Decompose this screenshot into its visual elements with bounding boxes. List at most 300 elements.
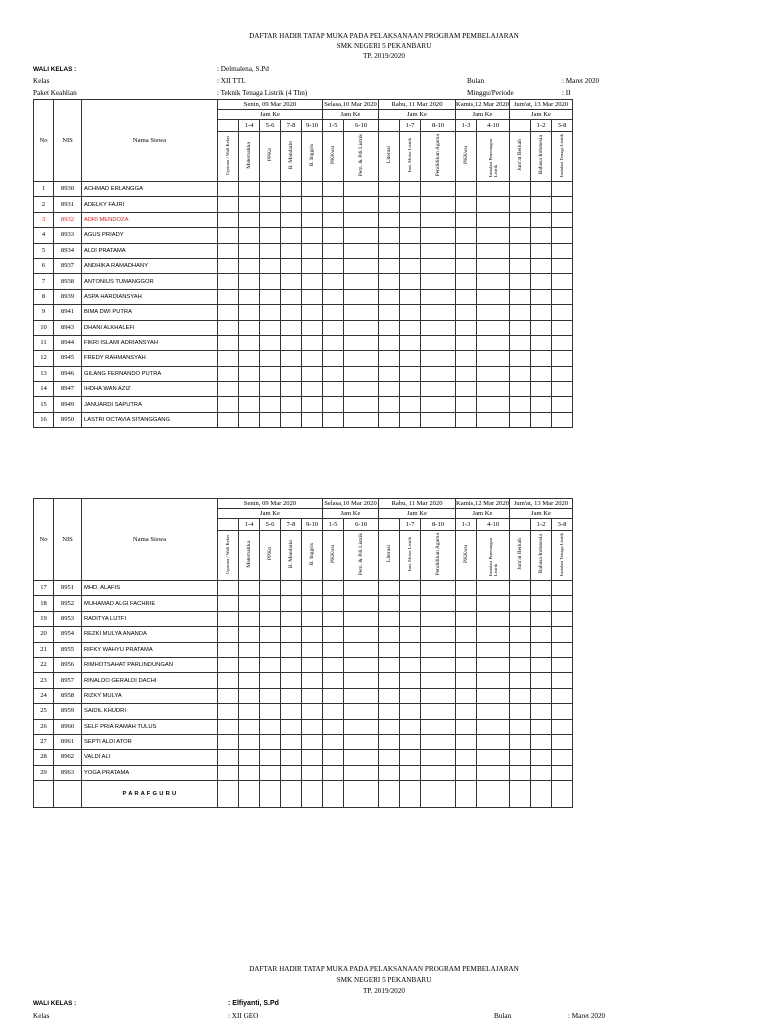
attendance-cell[interactable] bbox=[421, 673, 456, 688]
attendance-cell[interactable] bbox=[218, 397, 239, 412]
paraf-cell[interactable] bbox=[477, 781, 510, 808]
attendance-cell[interactable] bbox=[510, 382, 531, 397]
attendance-cell[interactable] bbox=[239, 289, 260, 304]
attendance-cell[interactable] bbox=[531, 212, 552, 227]
attendance-cell[interactable] bbox=[477, 673, 510, 688]
attendance-cell[interactable] bbox=[344, 719, 379, 734]
attendance-cell[interactable] bbox=[531, 627, 552, 642]
attendance-cell[interactable] bbox=[510, 704, 531, 719]
attendance-cell[interactable] bbox=[302, 366, 323, 381]
attendance-cell[interactable] bbox=[323, 305, 344, 320]
attendance-cell[interactable] bbox=[552, 704, 573, 719]
attendance-cell[interactable] bbox=[218, 351, 239, 366]
attendance-cell[interactable] bbox=[281, 642, 302, 657]
attendance-cell[interactable] bbox=[239, 642, 260, 657]
attendance-cell[interactable] bbox=[218, 228, 239, 243]
attendance-cell[interactable] bbox=[456, 243, 477, 258]
paraf-cell[interactable] bbox=[239, 781, 260, 808]
attendance-cell[interactable] bbox=[477, 719, 510, 734]
attendance-cell[interactable] bbox=[456, 412, 477, 427]
attendance-cell[interactable] bbox=[510, 366, 531, 381]
attendance-cell[interactable] bbox=[344, 642, 379, 657]
attendance-cell[interactable] bbox=[477, 335, 510, 350]
attendance-cell[interactable] bbox=[400, 750, 421, 765]
attendance-cell[interactable] bbox=[218, 688, 239, 703]
attendance-cell[interactable] bbox=[421, 627, 456, 642]
attendance-cell[interactable] bbox=[302, 182, 323, 197]
attendance-cell[interactable] bbox=[456, 704, 477, 719]
attendance-cell[interactable] bbox=[456, 305, 477, 320]
attendance-cell[interactable] bbox=[218, 182, 239, 197]
attendance-cell[interactable] bbox=[302, 212, 323, 227]
attendance-cell[interactable] bbox=[218, 611, 239, 626]
attendance-cell[interactable] bbox=[379, 397, 400, 412]
attendance-cell[interactable] bbox=[281, 274, 302, 289]
attendance-cell[interactable] bbox=[344, 734, 379, 749]
attendance-cell[interactable] bbox=[531, 182, 552, 197]
attendance-cell[interactable] bbox=[421, 212, 456, 227]
attendance-cell[interactable] bbox=[421, 719, 456, 734]
attendance-cell[interactable] bbox=[323, 351, 344, 366]
attendance-cell[interactable] bbox=[239, 750, 260, 765]
attendance-cell[interactable] bbox=[421, 412, 456, 427]
attendance-cell[interactable] bbox=[456, 673, 477, 688]
attendance-cell[interactable] bbox=[344, 596, 379, 611]
attendance-cell[interactable] bbox=[531, 243, 552, 258]
attendance-cell[interactable] bbox=[323, 366, 344, 381]
attendance-cell[interactable] bbox=[344, 627, 379, 642]
attendance-cell[interactable] bbox=[456, 581, 477, 596]
paraf-cell[interactable] bbox=[456, 781, 477, 808]
attendance-cell[interactable] bbox=[531, 765, 552, 780]
attendance-cell[interactable] bbox=[552, 719, 573, 734]
attendance-cell[interactable] bbox=[400, 688, 421, 703]
attendance-cell[interactable] bbox=[323, 228, 344, 243]
attendance-cell[interactable] bbox=[239, 719, 260, 734]
attendance-cell[interactable] bbox=[323, 397, 344, 412]
attendance-cell[interactable] bbox=[218, 581, 239, 596]
attendance-cell[interactable] bbox=[531, 320, 552, 335]
attendance-cell[interactable] bbox=[456, 274, 477, 289]
attendance-cell[interactable] bbox=[260, 197, 281, 212]
attendance-cell[interactable] bbox=[456, 182, 477, 197]
attendance-cell[interactable] bbox=[400, 197, 421, 212]
attendance-cell[interactable] bbox=[239, 351, 260, 366]
attendance-cell[interactable] bbox=[302, 305, 323, 320]
attendance-cell[interactable] bbox=[281, 228, 302, 243]
attendance-cell[interactable] bbox=[531, 274, 552, 289]
attendance-cell[interactable] bbox=[421, 657, 456, 672]
attendance-cell[interactable] bbox=[302, 642, 323, 657]
attendance-cell[interactable] bbox=[379, 750, 400, 765]
attendance-cell[interactable] bbox=[477, 320, 510, 335]
attendance-cell[interactable] bbox=[421, 750, 456, 765]
attendance-cell[interactable] bbox=[260, 657, 281, 672]
attendance-cell[interactable] bbox=[421, 704, 456, 719]
attendance-cell[interactable] bbox=[456, 382, 477, 397]
attendance-cell[interactable] bbox=[531, 258, 552, 273]
attendance-cell[interactable] bbox=[239, 412, 260, 427]
attendance-cell[interactable] bbox=[218, 382, 239, 397]
attendance-cell[interactable] bbox=[379, 704, 400, 719]
attendance-cell[interactable] bbox=[421, 243, 456, 258]
attendance-cell[interactable] bbox=[218, 197, 239, 212]
attendance-cell[interactable] bbox=[400, 657, 421, 672]
attendance-cell[interactable] bbox=[344, 688, 379, 703]
attendance-cell[interactable] bbox=[531, 335, 552, 350]
attendance-cell[interactable] bbox=[456, 642, 477, 657]
attendance-cell[interactable] bbox=[531, 719, 552, 734]
attendance-cell[interactable] bbox=[323, 596, 344, 611]
attendance-cell[interactable] bbox=[477, 397, 510, 412]
attendance-cell[interactable] bbox=[302, 750, 323, 765]
attendance-cell[interactable] bbox=[552, 581, 573, 596]
paraf-cell[interactable] bbox=[421, 781, 456, 808]
attendance-cell[interactable] bbox=[239, 657, 260, 672]
attendance-cell[interactable] bbox=[477, 734, 510, 749]
attendance-cell[interactable] bbox=[302, 335, 323, 350]
attendance-cell[interactable] bbox=[477, 750, 510, 765]
attendance-cell[interactable] bbox=[379, 258, 400, 273]
attendance-cell[interactable] bbox=[379, 197, 400, 212]
attendance-cell[interactable] bbox=[344, 397, 379, 412]
attendance-cell[interactable] bbox=[477, 228, 510, 243]
attendance-cell[interactable] bbox=[456, 688, 477, 703]
attendance-cell[interactable] bbox=[379, 734, 400, 749]
attendance-cell[interactable] bbox=[239, 212, 260, 227]
attendance-cell[interactable] bbox=[281, 719, 302, 734]
attendance-cell[interactable] bbox=[400, 734, 421, 749]
attendance-cell[interactable] bbox=[531, 642, 552, 657]
attendance-cell[interactable] bbox=[218, 627, 239, 642]
attendance-cell[interactable] bbox=[552, 243, 573, 258]
attendance-cell[interactable] bbox=[302, 243, 323, 258]
attendance-cell[interactable] bbox=[477, 274, 510, 289]
attendance-cell[interactable] bbox=[323, 212, 344, 227]
attendance-cell[interactable] bbox=[552, 765, 573, 780]
attendance-cell[interactable] bbox=[260, 642, 281, 657]
attendance-cell[interactable] bbox=[421, 182, 456, 197]
attendance-cell[interactable] bbox=[260, 734, 281, 749]
attendance-cell[interactable] bbox=[456, 258, 477, 273]
attendance-cell[interactable] bbox=[260, 611, 281, 626]
attendance-cell[interactable] bbox=[281, 197, 302, 212]
attendance-cell[interactable] bbox=[218, 750, 239, 765]
attendance-cell[interactable] bbox=[456, 765, 477, 780]
attendance-cell[interactable] bbox=[281, 382, 302, 397]
attendance-cell[interactable] bbox=[323, 704, 344, 719]
attendance-cell[interactable] bbox=[379, 382, 400, 397]
attendance-cell[interactable] bbox=[400, 704, 421, 719]
attendance-cell[interactable] bbox=[510, 243, 531, 258]
attendance-cell[interactable] bbox=[302, 704, 323, 719]
attendance-cell[interactable] bbox=[552, 351, 573, 366]
attendance-cell[interactable] bbox=[281, 596, 302, 611]
attendance-cell[interactable] bbox=[400, 258, 421, 273]
attendance-cell[interactable] bbox=[552, 182, 573, 197]
attendance-cell[interactable] bbox=[456, 228, 477, 243]
attendance-cell[interactable] bbox=[552, 642, 573, 657]
attendance-cell[interactable] bbox=[379, 627, 400, 642]
attendance-cell[interactable] bbox=[379, 366, 400, 381]
attendance-cell[interactable] bbox=[477, 366, 510, 381]
attendance-cell[interactable] bbox=[239, 182, 260, 197]
attendance-cell[interactable] bbox=[477, 627, 510, 642]
attendance-cell[interactable] bbox=[400, 397, 421, 412]
attendance-cell[interactable] bbox=[260, 750, 281, 765]
attendance-cell[interactable] bbox=[323, 412, 344, 427]
attendance-cell[interactable] bbox=[400, 274, 421, 289]
attendance-cell[interactable] bbox=[281, 581, 302, 596]
attendance-cell[interactable] bbox=[531, 704, 552, 719]
attendance-cell[interactable] bbox=[260, 397, 281, 412]
attendance-cell[interactable] bbox=[323, 581, 344, 596]
attendance-cell[interactable] bbox=[379, 351, 400, 366]
attendance-cell[interactable] bbox=[400, 182, 421, 197]
attendance-cell[interactable] bbox=[218, 335, 239, 350]
attendance-cell[interactable] bbox=[323, 243, 344, 258]
attendance-cell[interactable] bbox=[281, 212, 302, 227]
attendance-cell[interactable] bbox=[379, 289, 400, 304]
attendance-cell[interactable] bbox=[281, 351, 302, 366]
attendance-cell[interactable] bbox=[552, 289, 573, 304]
attendance-cell[interactable] bbox=[260, 335, 281, 350]
attendance-cell[interactable] bbox=[421, 382, 456, 397]
attendance-cell[interactable] bbox=[400, 627, 421, 642]
attendance-cell[interactable] bbox=[400, 611, 421, 626]
attendance-cell[interactable] bbox=[239, 627, 260, 642]
attendance-cell[interactable] bbox=[477, 243, 510, 258]
attendance-cell[interactable] bbox=[421, 197, 456, 212]
attendance-cell[interactable] bbox=[477, 765, 510, 780]
attendance-cell[interactable] bbox=[323, 382, 344, 397]
attendance-cell[interactable] bbox=[456, 734, 477, 749]
attendance-cell[interactable] bbox=[260, 320, 281, 335]
attendance-cell[interactable] bbox=[344, 366, 379, 381]
attendance-cell[interactable] bbox=[400, 228, 421, 243]
attendance-cell[interactable] bbox=[344, 335, 379, 350]
attendance-cell[interactable] bbox=[344, 673, 379, 688]
attendance-cell[interactable] bbox=[510, 397, 531, 412]
attendance-cell[interactable] bbox=[218, 719, 239, 734]
attendance-cell[interactable] bbox=[302, 258, 323, 273]
attendance-cell[interactable] bbox=[302, 412, 323, 427]
attendance-cell[interactable] bbox=[400, 412, 421, 427]
attendance-cell[interactable] bbox=[400, 335, 421, 350]
attendance-cell[interactable] bbox=[302, 765, 323, 780]
attendance-cell[interactable] bbox=[344, 228, 379, 243]
attendance-cell[interactable] bbox=[281, 734, 302, 749]
attendance-cell[interactable] bbox=[260, 412, 281, 427]
attendance-cell[interactable] bbox=[510, 596, 531, 611]
attendance-cell[interactable] bbox=[323, 627, 344, 642]
attendance-cell[interactable] bbox=[379, 212, 400, 227]
attendance-cell[interactable] bbox=[400, 642, 421, 657]
attendance-cell[interactable] bbox=[379, 581, 400, 596]
attendance-cell[interactable] bbox=[552, 611, 573, 626]
attendance-cell[interactable] bbox=[552, 366, 573, 381]
attendance-cell[interactable] bbox=[552, 258, 573, 273]
attendance-cell[interactable] bbox=[456, 719, 477, 734]
attendance-cell[interactable] bbox=[379, 719, 400, 734]
attendance-cell[interactable] bbox=[477, 289, 510, 304]
attendance-cell[interactable] bbox=[421, 611, 456, 626]
attendance-cell[interactable] bbox=[344, 305, 379, 320]
attendance-cell[interactable] bbox=[218, 258, 239, 273]
attendance-cell[interactable] bbox=[323, 611, 344, 626]
attendance-cell[interactable] bbox=[510, 305, 531, 320]
attendance-cell[interactable] bbox=[456, 750, 477, 765]
paraf-cell[interactable] bbox=[531, 781, 552, 808]
attendance-cell[interactable] bbox=[344, 320, 379, 335]
attendance-cell[interactable] bbox=[218, 642, 239, 657]
attendance-cell[interactable] bbox=[552, 657, 573, 672]
attendance-cell[interactable] bbox=[421, 228, 456, 243]
paraf-cell[interactable] bbox=[323, 781, 344, 808]
attendance-cell[interactable] bbox=[531, 750, 552, 765]
attendance-cell[interactable] bbox=[531, 305, 552, 320]
attendance-cell[interactable] bbox=[218, 305, 239, 320]
attendance-cell[interactable] bbox=[477, 596, 510, 611]
attendance-cell[interactable] bbox=[344, 212, 379, 227]
attendance-cell[interactable] bbox=[531, 688, 552, 703]
attendance-cell[interactable] bbox=[260, 673, 281, 688]
attendance-cell[interactable] bbox=[456, 320, 477, 335]
attendance-cell[interactable] bbox=[552, 228, 573, 243]
attendance-cell[interactable] bbox=[510, 734, 531, 749]
attendance-cell[interactable] bbox=[421, 289, 456, 304]
attendance-cell[interactable] bbox=[281, 320, 302, 335]
attendance-cell[interactable] bbox=[400, 382, 421, 397]
attendance-cell[interactable] bbox=[400, 581, 421, 596]
paraf-cell[interactable] bbox=[344, 781, 379, 808]
attendance-cell[interactable] bbox=[260, 274, 281, 289]
attendance-cell[interactable] bbox=[281, 412, 302, 427]
attendance-cell[interactable] bbox=[302, 351, 323, 366]
attendance-cell[interactable] bbox=[400, 320, 421, 335]
attendance-cell[interactable] bbox=[510, 335, 531, 350]
attendance-cell[interactable] bbox=[302, 382, 323, 397]
attendance-cell[interactable] bbox=[281, 704, 302, 719]
attendance-cell[interactable] bbox=[239, 382, 260, 397]
attendance-cell[interactable] bbox=[302, 734, 323, 749]
attendance-cell[interactable] bbox=[510, 274, 531, 289]
attendance-cell[interactable] bbox=[421, 351, 456, 366]
attendance-cell[interactable] bbox=[218, 765, 239, 780]
attendance-cell[interactable] bbox=[510, 320, 531, 335]
attendance-cell[interactable] bbox=[531, 228, 552, 243]
attendance-cell[interactable] bbox=[552, 750, 573, 765]
attendance-cell[interactable] bbox=[379, 642, 400, 657]
attendance-cell[interactable] bbox=[531, 611, 552, 626]
attendance-cell[interactable] bbox=[239, 596, 260, 611]
attendance-cell[interactable] bbox=[281, 765, 302, 780]
attendance-cell[interactable] bbox=[302, 197, 323, 212]
attendance-cell[interactable] bbox=[510, 611, 531, 626]
attendance-cell[interactable] bbox=[456, 611, 477, 626]
attendance-cell[interactable] bbox=[281, 397, 302, 412]
attendance-cell[interactable] bbox=[421, 734, 456, 749]
attendance-cell[interactable] bbox=[260, 596, 281, 611]
attendance-cell[interactable] bbox=[281, 243, 302, 258]
attendance-cell[interactable] bbox=[531, 657, 552, 672]
attendance-cell[interactable] bbox=[323, 734, 344, 749]
attendance-cell[interactable] bbox=[344, 243, 379, 258]
attendance-cell[interactable] bbox=[456, 657, 477, 672]
attendance-cell[interactable] bbox=[281, 673, 302, 688]
attendance-cell[interactable] bbox=[344, 197, 379, 212]
attendance-cell[interactable] bbox=[239, 397, 260, 412]
attendance-cell[interactable] bbox=[552, 734, 573, 749]
attendance-cell[interactable] bbox=[218, 366, 239, 381]
attendance-cell[interactable] bbox=[379, 765, 400, 780]
attendance-cell[interactable] bbox=[281, 611, 302, 626]
attendance-cell[interactable] bbox=[239, 335, 260, 350]
paraf-cell[interactable] bbox=[552, 781, 573, 808]
attendance-cell[interactable] bbox=[477, 657, 510, 672]
paraf-cell[interactable] bbox=[218, 781, 239, 808]
attendance-cell[interactable] bbox=[302, 274, 323, 289]
attendance-cell[interactable] bbox=[281, 289, 302, 304]
attendance-cell[interactable] bbox=[260, 627, 281, 642]
attendance-cell[interactable] bbox=[531, 596, 552, 611]
attendance-cell[interactable] bbox=[477, 382, 510, 397]
attendance-cell[interactable] bbox=[239, 734, 260, 749]
attendance-cell[interactable] bbox=[218, 657, 239, 672]
attendance-cell[interactable] bbox=[239, 765, 260, 780]
attendance-cell[interactable] bbox=[531, 366, 552, 381]
attendance-cell[interactable] bbox=[477, 258, 510, 273]
attendance-cell[interactable] bbox=[421, 274, 456, 289]
attendance-cell[interactable] bbox=[379, 673, 400, 688]
attendance-cell[interactable] bbox=[510, 412, 531, 427]
attendance-cell[interactable] bbox=[552, 305, 573, 320]
attendance-cell[interactable] bbox=[239, 611, 260, 626]
attendance-cell[interactable] bbox=[510, 197, 531, 212]
attendance-cell[interactable] bbox=[344, 412, 379, 427]
attendance-cell[interactable] bbox=[421, 397, 456, 412]
attendance-cell[interactable] bbox=[400, 212, 421, 227]
attendance-cell[interactable] bbox=[477, 642, 510, 657]
attendance-cell[interactable] bbox=[400, 366, 421, 381]
attendance-cell[interactable] bbox=[421, 581, 456, 596]
attendance-cell[interactable] bbox=[344, 274, 379, 289]
attendance-cell[interactable] bbox=[477, 581, 510, 596]
attendance-cell[interactable] bbox=[302, 397, 323, 412]
attendance-cell[interactable] bbox=[510, 642, 531, 657]
attendance-cell[interactable] bbox=[302, 596, 323, 611]
attendance-cell[interactable] bbox=[281, 366, 302, 381]
attendance-cell[interactable] bbox=[302, 320, 323, 335]
attendance-cell[interactable] bbox=[239, 243, 260, 258]
attendance-cell[interactable] bbox=[477, 412, 510, 427]
attendance-cell[interactable] bbox=[302, 611, 323, 626]
attendance-cell[interactable] bbox=[477, 688, 510, 703]
attendance-cell[interactable] bbox=[400, 596, 421, 611]
attendance-cell[interactable] bbox=[379, 596, 400, 611]
attendance-cell[interactable] bbox=[344, 657, 379, 672]
attendance-cell[interactable] bbox=[510, 688, 531, 703]
attendance-cell[interactable] bbox=[510, 657, 531, 672]
attendance-cell[interactable] bbox=[400, 673, 421, 688]
attendance-cell[interactable] bbox=[323, 642, 344, 657]
attendance-cell[interactable] bbox=[379, 228, 400, 243]
attendance-cell[interactable] bbox=[456, 289, 477, 304]
paraf-cell[interactable] bbox=[379, 781, 400, 808]
attendance-cell[interactable] bbox=[239, 305, 260, 320]
attendance-cell[interactable] bbox=[323, 289, 344, 304]
attendance-cell[interactable] bbox=[421, 688, 456, 703]
